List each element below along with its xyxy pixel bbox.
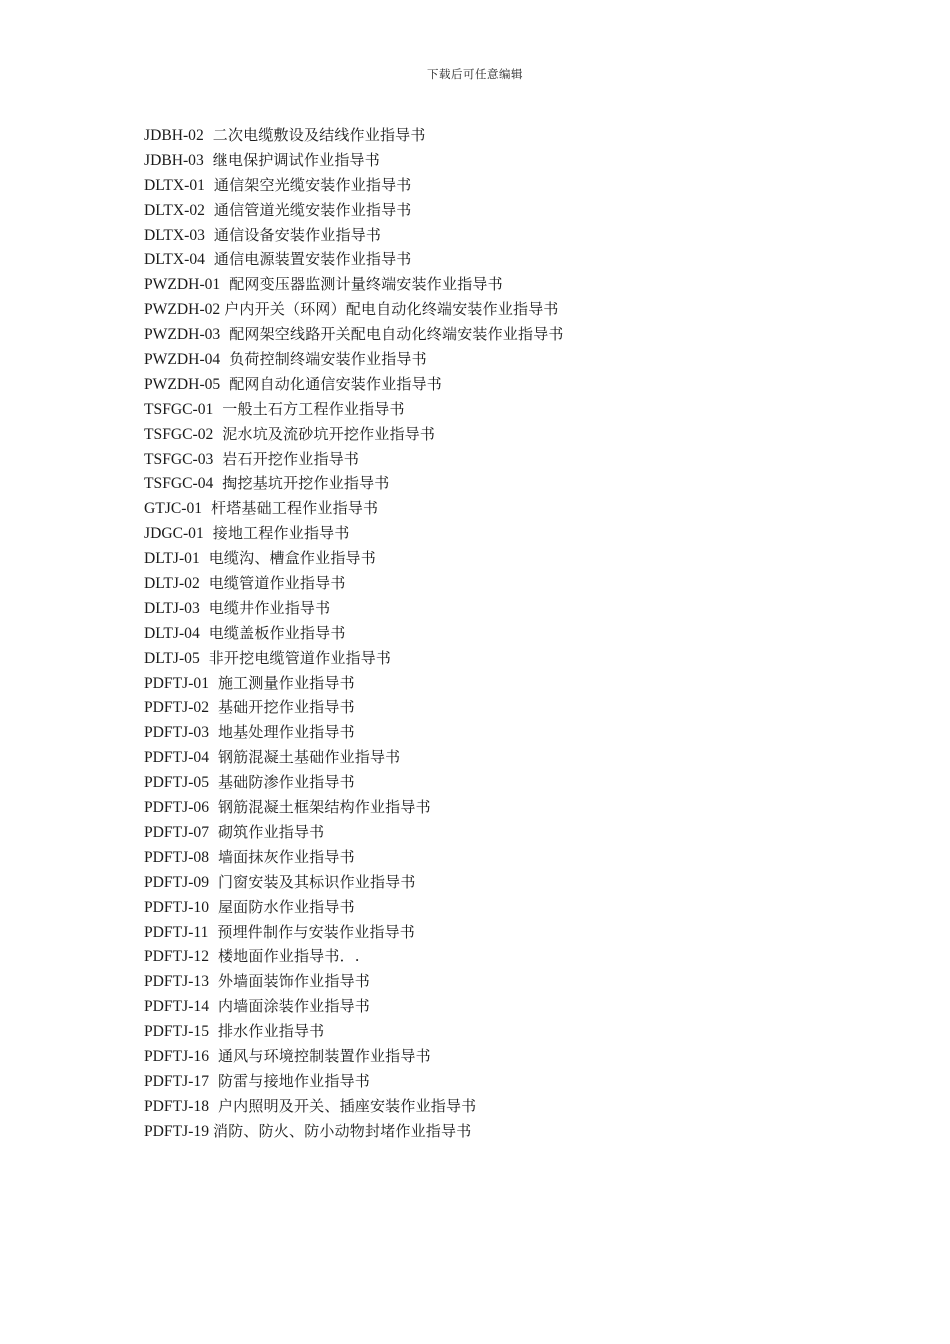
list-item bbox=[144, 1094, 564, 1119]
list-item bbox=[144, 1069, 564, 1094]
document-title: 门窗安装及其标识作业指导书 bbox=[213, 872, 416, 891]
document-code: DLTJ-03 bbox=[144, 599, 200, 617]
list-item bbox=[144, 1044, 564, 1069]
document-title: 掏挖基坑开挖作业指导书 bbox=[217, 474, 390, 493]
list-item bbox=[144, 447, 564, 472]
document-title: 通信电源装置安装作业指导书 bbox=[208, 250, 412, 269]
document-code: PDFTJ-16 bbox=[144, 1047, 209, 1065]
document-title: 二次电缆敷设及结线作业指导书 bbox=[207, 126, 426, 144]
document-title: 非开挖电缆管道作业指导书 bbox=[203, 648, 392, 667]
document-title: 配网架空线路开关配电自动化终端安装作业指导书 bbox=[224, 325, 564, 344]
document-title: 配网变压器监测计量终端安装作业指导书 bbox=[224, 275, 503, 294]
document-code: PDFTJ-14 bbox=[144, 998, 209, 1016]
list-item bbox=[144, 870, 564, 895]
document-code: DLTX-01 bbox=[144, 176, 205, 194]
document-title: 外墙面装饰作业指导书 bbox=[213, 972, 370, 991]
list-item bbox=[144, 546, 564, 571]
document-title: 基础开挖作业指导书 bbox=[213, 698, 355, 717]
document-title: 基础防渗作业指导书 bbox=[213, 773, 355, 792]
document-code: PDFTJ-15 bbox=[144, 1023, 209, 1041]
document-title: 通信架空光缆安装作业指导书 bbox=[208, 175, 412, 194]
list-item bbox=[144, 521, 564, 546]
document-title: 通信设备安装作业指导书 bbox=[208, 225, 382, 244]
document-code: GTJC-01 bbox=[144, 500, 203, 518]
list-item bbox=[144, 745, 564, 770]
document-code: JDGC-01 bbox=[144, 525, 204, 543]
list-item bbox=[144, 671, 564, 696]
document-title: 通信管道光缆安装作业指导书 bbox=[208, 200, 412, 219]
document-title: 地基处理作业指导书 bbox=[213, 723, 355, 742]
document-list bbox=[144, 123, 564, 1144]
list-item bbox=[144, 198, 564, 223]
document-code: PDFTJ-13 bbox=[144, 973, 209, 991]
document-code: PDFTJ-11 bbox=[144, 923, 209, 941]
document-title: 屋面防水作业指导书 bbox=[213, 897, 355, 916]
document-title: 砌筑作业指导书 bbox=[213, 822, 325, 841]
list-item bbox=[144, 720, 564, 745]
document-code: PDFTJ-04 bbox=[144, 749, 209, 767]
document-title: 预埋件制作与安装作业指导书 bbox=[212, 922, 415, 941]
list-item bbox=[144, 795, 564, 820]
document-title: 钢筋混凝土基础作业指导书 bbox=[213, 748, 401, 767]
document-code: PDFTJ-06 bbox=[144, 799, 209, 817]
list-item bbox=[144, 1019, 564, 1044]
page-header-note: 下载后可任意编辑 bbox=[427, 67, 523, 81]
document-title: 内墙面涂装作业指导书 bbox=[213, 997, 370, 1016]
document-code: PDFTJ-01 bbox=[144, 674, 209, 692]
document-code: PWZDH-03 bbox=[144, 326, 221, 344]
list-item bbox=[144, 471, 564, 496]
list-item bbox=[144, 422, 564, 447]
document-title: 配网自动化通信安装作业指导书 bbox=[224, 374, 443, 393]
document-code: PDFTJ-07 bbox=[144, 823, 209, 841]
document-code: DLTJ-01 bbox=[144, 550, 200, 568]
document-code: PDFTJ-03 bbox=[144, 724, 209, 742]
document-title: 钢筋混凝土框架结构作业指导书 bbox=[213, 798, 431, 817]
document-title: 电缆管道作业指导书 bbox=[203, 574, 346, 593]
list-item bbox=[144, 571, 564, 596]
document-code: PWZDH-02 bbox=[144, 301, 221, 319]
list-item bbox=[144, 347, 564, 372]
document-code: TSFGC-02 bbox=[144, 425, 214, 443]
document-title: 楼地面作业指导书．. bbox=[213, 947, 360, 966]
document-title: 施工测量作业指导书 bbox=[213, 673, 355, 692]
document-code: DLTJ-04 bbox=[144, 624, 200, 642]
document-title: 负荷控制终端安装作业指导书 bbox=[224, 350, 427, 369]
list-item bbox=[144, 272, 564, 297]
list-item bbox=[144, 223, 564, 248]
document-code: PDFTJ-17 bbox=[144, 1072, 209, 1090]
document-title: 接地工程作业指导书 bbox=[207, 524, 350, 543]
list-item bbox=[144, 123, 564, 148]
list-item bbox=[144, 496, 564, 521]
document-title: 电缆盖板作业指导书 bbox=[203, 623, 346, 642]
document-code: PDFTJ-12 bbox=[144, 948, 209, 966]
list-item bbox=[144, 895, 564, 920]
document-title: 消防、防火、防小动物封堵作业指导书 bbox=[213, 1121, 472, 1140]
document-code: JDBH-03 bbox=[144, 151, 204, 169]
list-item bbox=[144, 695, 564, 720]
list-item bbox=[144, 173, 564, 198]
document-code: PWZDH-05 bbox=[144, 375, 221, 393]
document-code: PWZDH-01 bbox=[144, 276, 221, 294]
list-item bbox=[144, 1119, 564, 1144]
list-item bbox=[144, 969, 564, 994]
list-item bbox=[144, 372, 564, 397]
document-code: PDFTJ-09 bbox=[144, 873, 209, 891]
document-title: 户内开关（环网）配电自动化终端安装作业指导书 bbox=[224, 300, 559, 319]
document-code: PDFTJ-08 bbox=[144, 848, 209, 866]
list-item bbox=[144, 920, 564, 945]
document-title: 防雷与接地作业指导书 bbox=[213, 1071, 370, 1090]
document-code: PDFTJ-19 bbox=[144, 1122, 209, 1140]
document-title: 杆塔基础工程作业指导书 bbox=[206, 499, 379, 518]
document-code: TSFGC-01 bbox=[144, 400, 214, 418]
list-item bbox=[144, 397, 564, 422]
document-code: PDFTJ-18 bbox=[144, 1097, 209, 1115]
document-title: 电缆沟、槽盒作业指导书 bbox=[203, 549, 376, 568]
document-code: DLTX-02 bbox=[144, 201, 205, 219]
document-code: DLTX-03 bbox=[144, 226, 205, 244]
list-item bbox=[144, 770, 564, 795]
list-item bbox=[144, 820, 564, 845]
document-title: 泥水坑及流砂坑开挖作业指导书 bbox=[217, 424, 436, 443]
list-item bbox=[144, 247, 564, 272]
document-code: PDFTJ-02 bbox=[144, 699, 209, 717]
document-code: DLTX-04 bbox=[144, 251, 205, 269]
list-item bbox=[144, 994, 564, 1019]
list-item bbox=[144, 646, 564, 671]
list-item bbox=[144, 148, 564, 173]
list-item bbox=[144, 297, 564, 322]
document-code: PWZDH-04 bbox=[144, 351, 221, 369]
document-title: 一般土石方工程作业指导书 bbox=[217, 399, 405, 418]
document-code: DLTJ-02 bbox=[144, 575, 200, 593]
document-code: TSFGC-03 bbox=[144, 450, 214, 468]
list-item bbox=[144, 845, 564, 870]
document-title: 岩石开挖作业指导书 bbox=[217, 449, 360, 468]
document-code: PDFTJ-10 bbox=[144, 898, 209, 916]
document-code: DLTJ-05 bbox=[144, 649, 200, 667]
document-title: 继电保护调试作业指导书 bbox=[207, 150, 380, 169]
document-code: TSFGC-04 bbox=[144, 475, 214, 493]
document-code: PDFTJ-05 bbox=[144, 774, 209, 792]
document-title: 通风与环境控制装置作业指导书 bbox=[213, 1046, 431, 1065]
list-item bbox=[144, 596, 564, 621]
document-title: 电缆井作业指导书 bbox=[203, 598, 331, 617]
document-title: 户内照明及开关、插座安装作业指导书 bbox=[213, 1096, 477, 1115]
list-item bbox=[144, 944, 564, 969]
list-item bbox=[144, 322, 564, 347]
document-title: 排水作业指导书 bbox=[213, 1022, 325, 1041]
list-item bbox=[144, 621, 564, 646]
document-code: JDBH-02 bbox=[144, 127, 204, 144]
document-title: 墙面抹灰作业指导书 bbox=[213, 847, 355, 866]
